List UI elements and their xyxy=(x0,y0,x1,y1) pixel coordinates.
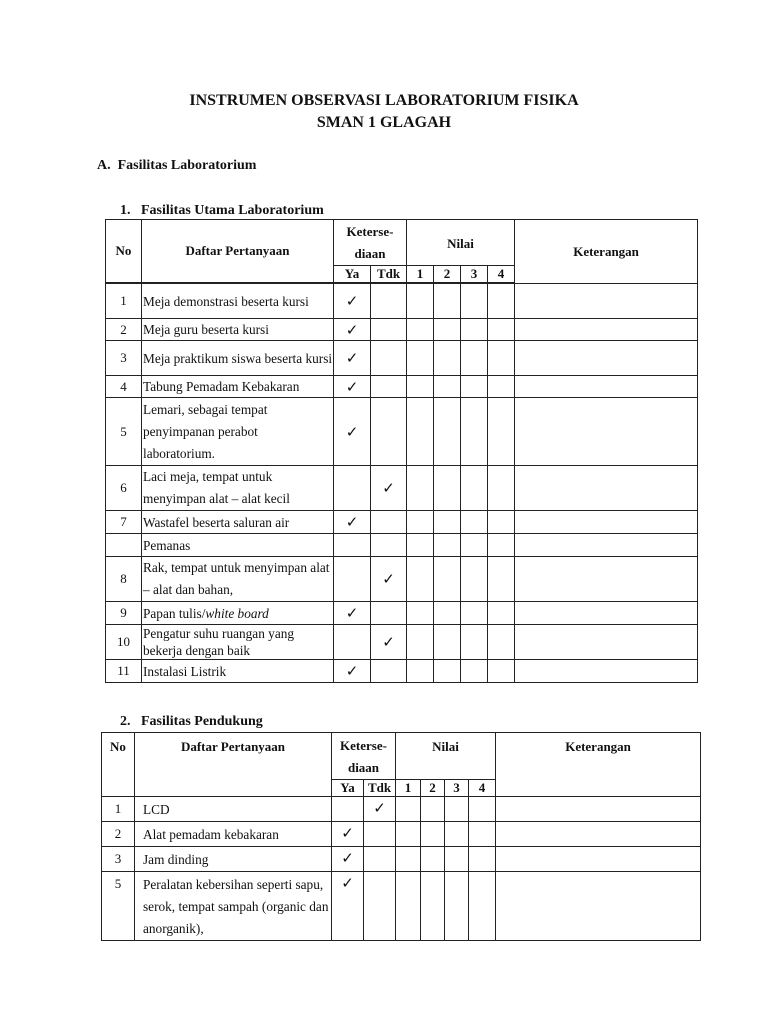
header-ya: Ya xyxy=(332,780,364,797)
check-ya: ✓ xyxy=(334,511,371,534)
row-number: 10 xyxy=(106,625,142,660)
notes-cell xyxy=(515,625,698,660)
header-no: No xyxy=(106,220,142,283)
school-name: SMAN 1 GLAGAH xyxy=(316,114,452,131)
row-question: Lemari, sebagai tempat penyimpanan perabot laboratorium. xyxy=(142,398,334,466)
header-nilai-3: 3 xyxy=(445,780,469,797)
row-question: Pengatur suhu ruangan yang bekerja dengan baik xyxy=(142,625,334,660)
header-notes: Keterangan xyxy=(515,220,698,284)
nilai-cell xyxy=(407,602,434,625)
nilai-cell xyxy=(469,847,496,872)
check-ya: ✓ xyxy=(334,602,371,625)
table-row xyxy=(106,398,698,466)
notes-cell xyxy=(496,797,701,822)
table-row xyxy=(106,284,698,319)
section-heading: A. Fasilitas Laboratorium xyxy=(97,158,257,173)
check-ya xyxy=(334,466,371,511)
check-ya: ✓ xyxy=(334,284,371,319)
row-question: Instalasi Listrik xyxy=(142,660,334,683)
nilai-cell xyxy=(445,847,469,872)
nilai-cell xyxy=(461,557,488,602)
check-tdk: ✓ xyxy=(371,557,407,602)
nilai-cell xyxy=(434,602,461,625)
row-number: 2 xyxy=(106,319,142,341)
notes-cell xyxy=(515,602,698,625)
nilai-cell xyxy=(421,847,445,872)
nilai-cell xyxy=(407,534,434,557)
row-question: Meja guru beserta kursi xyxy=(142,319,334,341)
row-question-italic: white board xyxy=(205,605,269,621)
check-ya: ✓ xyxy=(332,822,364,847)
nilai-cell xyxy=(407,376,434,398)
nilai-cell xyxy=(434,625,461,660)
row-question-text: Papan tulis/ xyxy=(143,605,206,621)
notes-cell xyxy=(515,341,698,376)
nilai-cell xyxy=(488,602,515,625)
nilai-cell xyxy=(461,319,488,341)
nilai-cell xyxy=(488,284,515,319)
row-question: Tabung Pemadam Kebakaran xyxy=(142,376,334,398)
row-number: 5 xyxy=(106,398,142,466)
check-tdk: ✓ xyxy=(371,466,407,511)
nilai-cell xyxy=(445,822,469,847)
row-question xyxy=(142,602,334,625)
table-row xyxy=(106,625,698,660)
header-nilai: Nilai xyxy=(396,733,496,780)
nilai-cell xyxy=(407,319,434,341)
nilai-cell xyxy=(488,398,515,466)
nilai-cell xyxy=(434,376,461,398)
row-question: Meja demonstrasi beserta kursi xyxy=(142,284,334,319)
nilai-cell xyxy=(461,511,488,534)
nilai-cell xyxy=(488,625,515,660)
row-question: Laci meja, tempat untuk menyimpan alat – alat kecil xyxy=(142,466,334,511)
table-row xyxy=(106,557,698,602)
row-number: 2 xyxy=(102,822,135,847)
nilai-cell xyxy=(434,398,461,466)
table-row xyxy=(102,797,701,822)
header-nilai-2: 2 xyxy=(434,266,461,283)
check-ya xyxy=(334,534,371,557)
nilai-cell xyxy=(421,822,445,847)
notes-cell xyxy=(496,847,701,872)
header-ya: Ya xyxy=(334,266,371,283)
table-row xyxy=(106,511,698,534)
row-question: Wastafel beserta saluran air xyxy=(142,511,334,534)
check-tdk xyxy=(371,398,407,466)
notes-cell xyxy=(515,511,698,534)
check-tdk xyxy=(364,872,396,941)
header-nilai: Nilai xyxy=(407,220,515,266)
table-row xyxy=(106,466,698,511)
table-row xyxy=(106,376,698,398)
row-question: Peralatan kebersihan seperti sapu, serok, tempat sampah (organic dan anorganik), xyxy=(135,872,332,941)
nilai-cell xyxy=(434,341,461,376)
check-tdk xyxy=(371,511,407,534)
header-nilai-2: 2 xyxy=(421,780,445,797)
notes-cell xyxy=(515,398,698,466)
check-tdk xyxy=(364,822,396,847)
nilai-cell xyxy=(445,797,469,822)
nilai-cell xyxy=(407,341,434,376)
nilai-cell xyxy=(461,466,488,511)
table-row xyxy=(106,319,698,341)
row-question: Rak, tempat untuk menyimpan alat – alat dan bahan, xyxy=(142,557,334,602)
header-nilai-3: 3 xyxy=(461,266,488,283)
nilai-cell xyxy=(461,625,488,660)
nilai-cell xyxy=(461,284,488,319)
nilai-cell xyxy=(407,398,434,466)
header-tdk: Tdk xyxy=(371,266,407,283)
check-ya: ✓ xyxy=(334,660,371,683)
row-question: Meja praktikum siswa beserta kursi xyxy=(142,341,334,376)
nilai-cell xyxy=(407,511,434,534)
nilai-cell xyxy=(396,797,421,822)
table-row xyxy=(102,822,701,847)
check-tdk: ✓ xyxy=(364,797,396,822)
nilai-cell xyxy=(461,341,488,376)
row-number: 5 xyxy=(102,872,135,941)
table-row xyxy=(106,602,698,625)
nilai-cell xyxy=(461,660,488,683)
row-number: 7 xyxy=(106,511,142,534)
nilai-cell xyxy=(407,625,434,660)
check-tdk xyxy=(371,319,407,341)
header-nilai-4: 4 xyxy=(488,266,515,283)
nilai-cell xyxy=(461,534,488,557)
nilai-cell xyxy=(396,872,421,941)
table1-heading: 1. Fasilitas Utama Laboratorium xyxy=(120,203,324,218)
nilai-cell xyxy=(407,660,434,683)
notes-cell xyxy=(515,534,698,557)
notes-cell xyxy=(515,284,698,319)
check-tdk xyxy=(371,284,407,319)
nilai-cell xyxy=(434,466,461,511)
check-ya xyxy=(334,557,371,602)
nilai-cell xyxy=(488,341,515,376)
nilai-cell xyxy=(396,822,421,847)
check-ya: ✓ xyxy=(332,872,364,941)
row-number: 1 xyxy=(106,284,142,319)
nilai-cell xyxy=(488,534,515,557)
nilai-cell xyxy=(407,466,434,511)
check-ya: ✓ xyxy=(332,847,364,872)
nilai-cell xyxy=(488,319,515,341)
nilai-cell xyxy=(461,376,488,398)
row-question: Jam dinding xyxy=(135,847,332,872)
check-ya xyxy=(332,797,364,822)
header-nilai-1: 1 xyxy=(407,266,434,283)
check-ya xyxy=(334,625,371,660)
nilai-cell xyxy=(434,319,461,341)
supporting-facilities-table xyxy=(101,732,701,941)
notes-cell xyxy=(515,660,698,683)
document-title: INSTRUMEN OBSERVASI LABORATORIUM FISIKA xyxy=(189,92,579,109)
row-number xyxy=(106,534,142,557)
check-tdk xyxy=(371,602,407,625)
check-tdk: ✓ xyxy=(371,625,407,660)
notes-cell xyxy=(515,466,698,511)
check-ya: ✓ xyxy=(334,376,371,398)
nilai-cell xyxy=(434,557,461,602)
check-tdk xyxy=(371,660,407,683)
check-tdk xyxy=(371,534,407,557)
row-number: 8 xyxy=(106,557,142,602)
row-number: 3 xyxy=(106,341,142,376)
header-notes: Keterangan xyxy=(496,733,701,797)
header-availability: Keterse-diaan xyxy=(334,220,407,266)
table-row xyxy=(102,872,701,941)
nilai-cell xyxy=(407,557,434,602)
nilai-cell xyxy=(488,376,515,398)
notes-cell xyxy=(496,822,701,847)
notes-cell xyxy=(515,319,698,341)
nilai-cell xyxy=(461,602,488,625)
row-number: 9 xyxy=(106,602,142,625)
nilai-cell xyxy=(445,872,469,941)
nilai-cell xyxy=(461,398,488,466)
table-row xyxy=(106,341,698,376)
header-nilai-1: 1 xyxy=(396,780,421,797)
check-tdk xyxy=(364,847,396,872)
notes-cell xyxy=(515,557,698,602)
nilai-cell xyxy=(396,847,421,872)
row-number: 6 xyxy=(106,466,142,511)
row-question: Pemanas xyxy=(142,534,334,557)
notes-cell xyxy=(496,872,701,941)
header-question: Daftar Pertanyaan xyxy=(135,733,332,797)
check-ya: ✓ xyxy=(334,319,371,341)
nilai-cell xyxy=(469,797,496,822)
check-tdk xyxy=(371,341,407,376)
check-ya: ✓ xyxy=(334,398,371,466)
header-nilai-4: 4 xyxy=(469,780,496,797)
header-no: No xyxy=(102,733,135,797)
row-number: 1 xyxy=(102,797,135,822)
nilai-cell xyxy=(488,466,515,511)
nilai-cell xyxy=(469,822,496,847)
notes-cell xyxy=(515,376,698,398)
main-facilities-table xyxy=(105,219,698,683)
nilai-cell xyxy=(421,797,445,822)
nilai-cell xyxy=(434,511,461,534)
nilai-cell xyxy=(488,511,515,534)
row-number: 3 xyxy=(102,847,135,872)
nilai-cell xyxy=(488,660,515,683)
row-question: LCD xyxy=(135,797,332,822)
nilai-cell xyxy=(434,660,461,683)
table-row xyxy=(106,534,698,557)
nilai-cell xyxy=(421,872,445,941)
table-row xyxy=(102,847,701,872)
row-question: Alat pemadam kebakaran xyxy=(135,822,332,847)
nilai-cell xyxy=(434,284,461,319)
nilai-cell xyxy=(488,557,515,602)
nilai-cell xyxy=(469,872,496,941)
check-tdk xyxy=(371,376,407,398)
nilai-cell xyxy=(407,284,434,319)
nilai-cell xyxy=(434,534,461,557)
table-row xyxy=(106,660,698,683)
check-ya: ✓ xyxy=(334,341,371,376)
row-number: 11 xyxy=(106,660,142,683)
header-question: Daftar Pertanyaan xyxy=(142,220,334,283)
table2-heading: 2. Fasilitas Pendukung xyxy=(120,714,263,729)
header-availability: Keterse-diaan xyxy=(332,733,396,780)
row-number: 4 xyxy=(106,376,142,398)
header-tdk: Tdk xyxy=(364,780,396,797)
